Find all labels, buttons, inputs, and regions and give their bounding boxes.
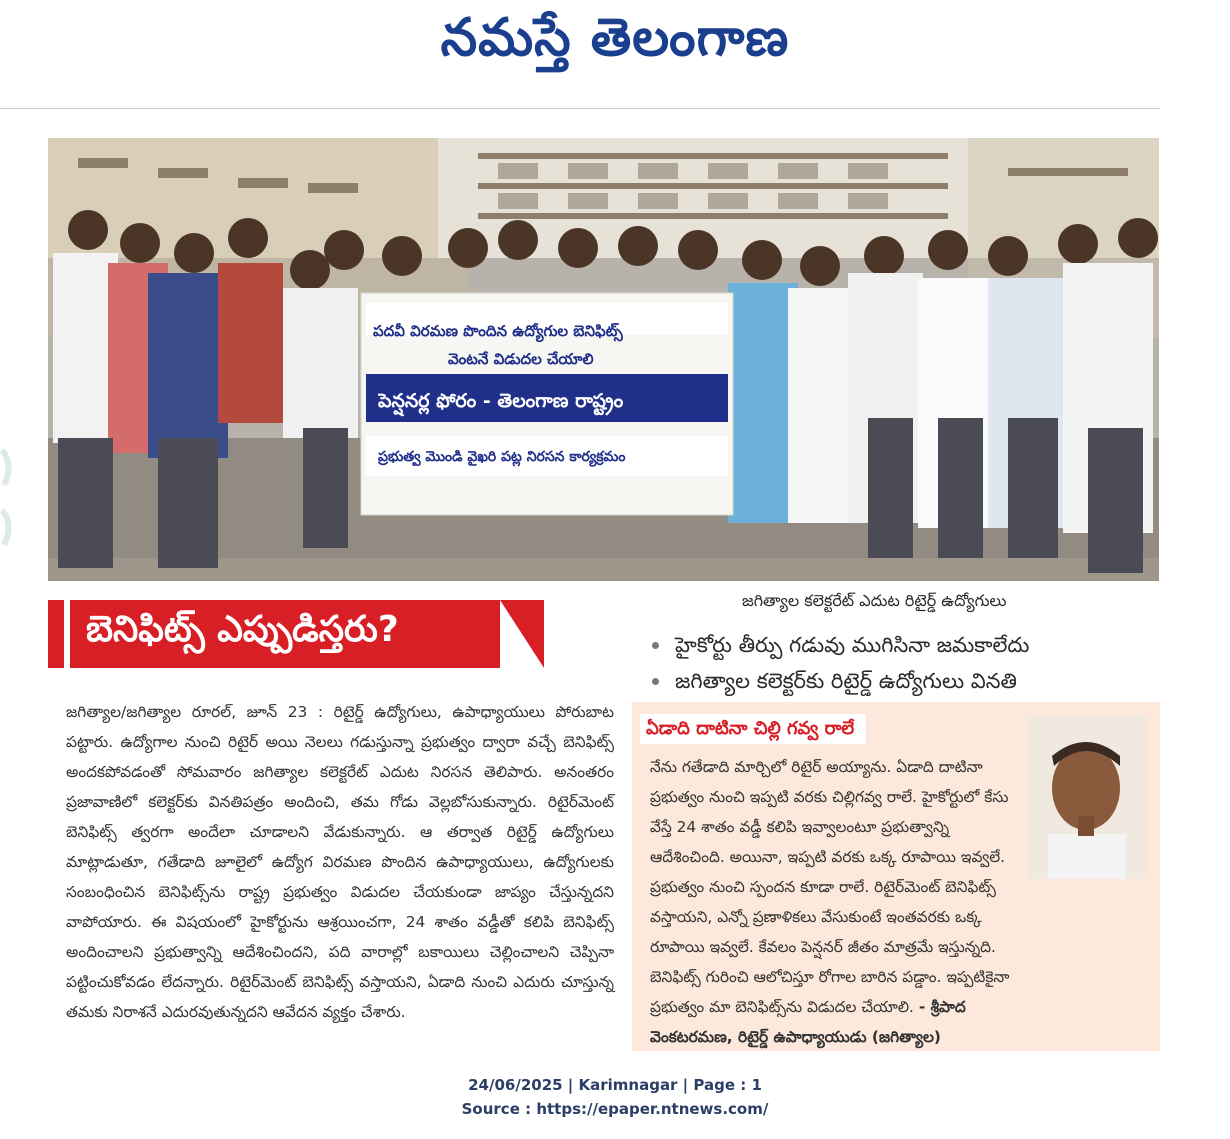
highlight-bullets bbox=[652, 627, 1029, 699]
headline: బెనిఫిట్స్ ఎప్పుడిస్తరు? bbox=[86, 609, 399, 650]
news-photo bbox=[48, 138, 1159, 581]
photo-caption: జగిత్యాల కలెక్టరేట్ ఎదుట రిటైర్డ్ ఉద్యోగులు bbox=[742, 591, 1007, 610]
banner-line-3: పెన్షనర్ల ఫోరం - తెలంగాణ రాష్ట్రం bbox=[378, 390, 624, 412]
portrait-photo bbox=[1028, 716, 1146, 879]
banner-line-4: ప్రభుత్వ మొండి వైఖరి పట్ల నిరసన కార్యక్రమం bbox=[378, 449, 626, 465]
bullet-dot-icon bbox=[652, 678, 659, 685]
bullet-text: జగిత్యాల కలెక్టర్‌కు రిటైర్డ్ ఉద్యోగులు వినతి bbox=[675, 669, 1017, 693]
quote-body: నేను గతేడాది మార్చిలో రిటైర్ అయ్యాను. ఏడాది దాటినా ప్రభుత్వం నుంచి ఇప్పటి వరకు చిల్లిగవ్వ రాలే. హైకోర్టులో కేసు వేస్తే 24 శాతం వడ్డీ కలిపి ఇవ్వాలంటూ ప్రభుత్వాన్ని ఆదేశించింది. అయినా, ఇప్పటి వరకు ఒక్క రూపాయి ఇవ్వలే. ప్రభుత్వం నుంచి స్పందన కూడా రాలే. రిటైర్‌మెంట్ బెనిఫిట్స్ వస్తాయని, ఎన్నో ప్రణాళికలు వేసుకుంటే ఇంతవరకు ఒక్క రూపాయి ఇవ్వలే. కేవలం పెన్షనర్ జీతం మాత్రమే ఇస్తున్నది. బెనిఫిట్స్ గురించి ఆలోచిస్తూ రోగాల బారిన పడ్డాం. ఇప్పటికైనా ప్రభుత్వం మా బెనిఫిట్స్‌ను విడుదల చేయాలి. bbox=[650, 758, 1010, 1016]
banner-line-2: వెంటనే విడుదల చేయాలి bbox=[448, 350, 594, 368]
headline-accent bbox=[48, 600, 64, 668]
newspaper-masthead: నమస్తే తెలంగాణ bbox=[440, 8, 790, 68]
quote-text bbox=[650, 752, 1020, 1052]
page-edge-mark bbox=[0, 440, 16, 580]
bullet-item bbox=[652, 663, 1029, 699]
footer-source-line: Source : https://epaper.ntnews.com/ bbox=[461, 1100, 769, 1118]
masthead-rule bbox=[0, 108, 1160, 109]
footer-date-line: 24/06/2025 | Karimnagar | Page : 1 bbox=[468, 1076, 762, 1094]
bullet-text: హైకోర్టు తీర్పు గడువు ముగిసినా జమకాలేదు bbox=[675, 633, 1030, 657]
bullet-item bbox=[652, 627, 1029, 663]
bullet-dot-icon bbox=[652, 642, 659, 649]
banner-line-1: పదవీ విరమణ పొందిన ఉద్యోగుల బెనిఫిట్స్ bbox=[373, 322, 623, 340]
quote-signature: - శ్రీపాద వెంకటరమణ, రిటైర్డ్ ఉపాధ్యాయుడు (జగిత్యాల) bbox=[650, 998, 966, 1046]
quote-heading: ఏడాది దాటినా చిల్లి గవ్వ రాలే bbox=[640, 714, 866, 744]
article-body: జగిత్యాల/జగిత్యాల రూరల్, జూన్ 23 : రిటైర్డ్ ఉద్యోగులు, ఉపాధ్యాయులు పోరుబాట పట్టారు. ఉద్యోగాల నుంచి రిటైర్ అయి నెలలు గడుస్తున్నా ప్రభుత్వం ద్వారా వచ్చే బెనిఫిట్స్ అందకపోవడంతో సోమవారం జగిత్యాల కలెక్టరేట్ ఎదుట నిరసన తెలిపారు. అనంతరం ప్రజావాణిలో కలెక్టర్‌కు వినతిపత్రం అందించి, తమ గోడు వెల్లబోసుకున్నారు. రిటైర్‌మెంట్ బెనిఫిట్స్ త్వరగా అందేలా చూడాలని వేడుకున్నారు. ఆ తర్వాత రిటైర్డ్ ఉద్యోగులు మాట్లాడుతూ, గతేడాది జూలైలో ఉద్యోగ విరమణ పొందిన ఉపాధ్యాయులు, ఉద్యోగులకు సంబంధించిన బెనిఫిట్స్‌ను రాష్ట్ర ప్రభుత్వం విడుదల చేయకుండా జాప్యం చేస్తున్నదని వాపోయారు. ఈ విషయంలో హైకోర్టును ఆశ్రయించగా, 24 శాతం వడ్డీతో కలిపి బెనిఫిట్స్ అందించాలని ప్రభుత్వాన్ని ఆదేశించిందని, పది వారాల్లో బకాయిలు చెల్లించాలని చెప్పినా పట్టించుకోవడం లేదన్నారు. రిటైర్‌మెంట్ బెనిఫిట్స్ వస్తాయని, ఏడాది నుంచి ఎదురు చూస్తున్న తమకు నిరాశనే ఎదురవుతున్నదని ఆవేదన వ్యక్తం చేశారు. bbox=[66, 703, 614, 1021]
